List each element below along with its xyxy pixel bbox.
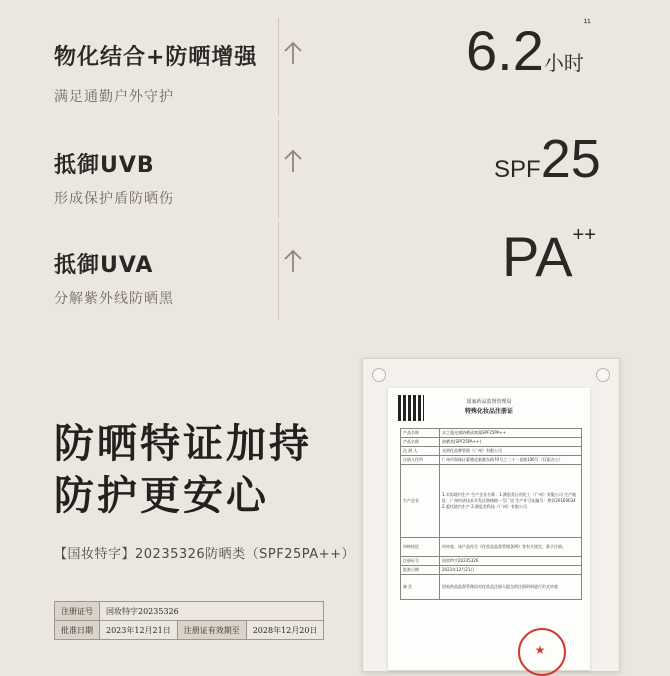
divider	[278, 18, 279, 116]
feature-subtitle: 分解紫外线防晒黑	[54, 291, 174, 307]
duration-value	[466, 18, 591, 83]
duration-unit: 小时	[543, 51, 584, 75]
table-row	[401, 575, 582, 600]
feature-row-uva	[0, 224, 670, 338]
cert-value: 国妆特字20235326	[440, 557, 582, 566]
cert-label: 注册证号	[401, 557, 440, 566]
valid-until: 2028年12月20日	[246, 621, 324, 640]
pa-plus: ++	[572, 224, 596, 246]
arrow-up-icon	[282, 40, 304, 66]
feature-subtitle: 满足通勤户外守护	[54, 89, 174, 105]
cert-value: 广州市海珠区素塘北新港东路70号之二十一直辖106号（仅限办公）	[440, 456, 582, 465]
cert-value: 防晒类(SPF25PA++)	[440, 438, 582, 447]
table-row	[401, 557, 582, 566]
certificate-title: 特殊化妆品注册证	[464, 408, 513, 415]
table-row	[401, 447, 582, 456]
approve-date: 2023年12月21日	[100, 621, 178, 640]
feature-row-uv-duration	[0, 18, 670, 128]
arrow-up-icon	[282, 248, 304, 274]
table-row	[401, 429, 582, 438]
feature-row-uvb	[0, 128, 670, 238]
screw-icon	[596, 368, 610, 382]
cert-value: 水之蔻光感防晒清爽霜SPF25PA++	[440, 429, 582, 438]
duration-footnote: ¹¹	[583, 18, 591, 29]
table-row	[401, 465, 582, 538]
cert-label: 产品名称	[401, 438, 440, 447]
table-row	[401, 456, 582, 465]
cert-value: 1.实际境内生产 生产企业名称：1.澳思美日用化工（广州）有限公司 生产地址：广州经济技术开发区锦绣路一号厂房 生产许可证编号：粤妆20160034 2.委托境内生产 2.澳思美科技（广州）有限公司	[440, 465, 582, 538]
label-valid-until: 注册证有效期至	[177, 621, 246, 640]
feature-title: 抵御UVA	[54, 253, 154, 278]
duration-number: 6.2	[466, 19, 544, 82]
certificate-table	[400, 428, 582, 600]
certificate-number-line: 【国妆特字】20235326防晒类（SPF25PA++）	[54, 547, 355, 562]
screw-icon	[372, 368, 386, 382]
cert-label: 注 册 人	[401, 447, 440, 456]
cert-label: 备 注	[401, 575, 440, 600]
arrow-up-icon	[282, 148, 304, 174]
pa-value	[502, 224, 596, 289]
cert-label: 审核结论	[401, 538, 440, 557]
cert-value: 国家药品监督管理局对化妆品注册人提交的注册资料进行形式审查	[440, 575, 582, 600]
certificate-paper	[388, 388, 590, 670]
cert-value: 2023年12月21日	[440, 566, 582, 575]
divider	[278, 120, 279, 218]
cert-value: 光明化品牌管理（广州）有限公司	[440, 447, 582, 456]
table-row	[401, 566, 582, 575]
cert-label: 产品名称	[401, 429, 440, 438]
cert-label: 生产企业	[401, 465, 440, 538]
feature-title: 抵御UVB	[54, 153, 155, 178]
label-reg-no: 注册证号	[55, 602, 100, 621]
reg-no: 国妆特字20235326	[100, 602, 324, 621]
spf-number: 25	[540, 129, 601, 189]
table-row	[55, 602, 324, 621]
cert-value: 经审查，该产品符合《化妆品监督管理条例》等有关规定，准予注册。	[440, 538, 582, 557]
cert-label: 批准日期	[401, 566, 440, 575]
seal-star-icon: ★	[534, 643, 546, 657]
registration-table	[54, 601, 324, 640]
table-row	[55, 621, 324, 640]
headline-line-2: 防护更安心	[54, 473, 269, 519]
spf-value	[494, 128, 601, 190]
pa-text: PA	[502, 225, 573, 288]
feature-title: 物化结合+防晒增强	[54, 45, 258, 70]
label-approve-date: 批准日期	[55, 621, 100, 640]
certificate-authority: 国家药品监督管理局	[466, 399, 512, 405]
divider	[278, 222, 279, 320]
spf-prefix: SPF	[494, 156, 541, 183]
table-row	[401, 538, 582, 557]
headline-line-1: 防晒特证加持	[54, 421, 312, 467]
feature-subtitle: 形成保护盾防晒伤	[54, 191, 174, 207]
table-row	[401, 438, 582, 447]
cert-label: 注册人住所	[401, 456, 440, 465]
